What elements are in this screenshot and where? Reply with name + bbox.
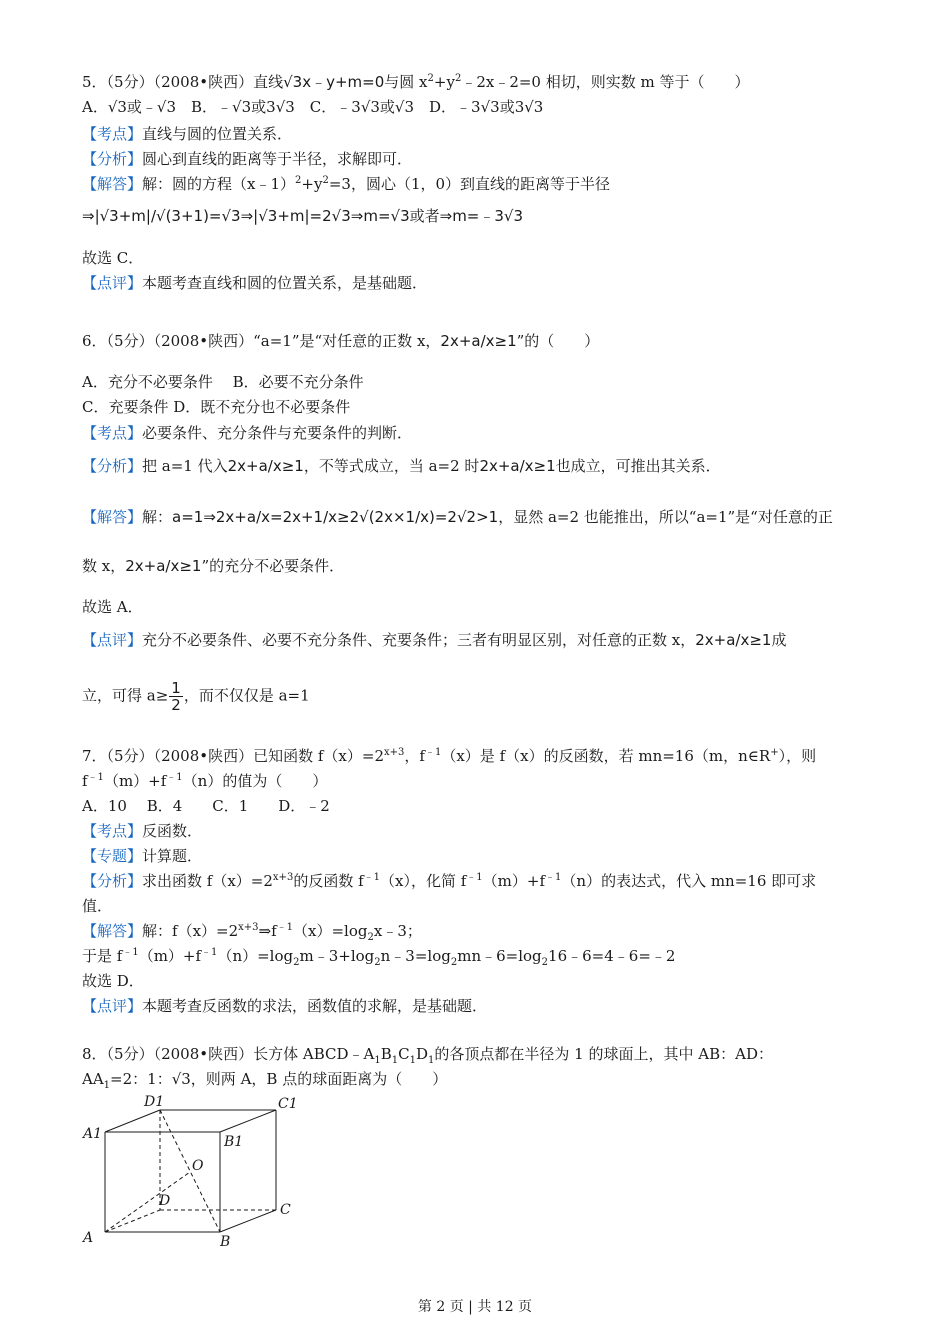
q6-jieda-text-c: 数 x， <box>82 557 126 575</box>
q8-stem-2: $AA_1=2$：1：√3，则两 A，B 点的球面距离为（ ） <box>82 1070 448 1091</box>
q7-fenxi-text-d: （m）+f <box>482 872 546 890</box>
q7-fenxi-text-b: 的反函数 f <box>293 872 364 890</box>
q7-dianping-text: 本题考查反函数的求法，函数值的求解，是基础题． <box>142 997 488 1015</box>
q7-yushi-text-d: m﹣3+log <box>299 947 375 965</box>
q6-dianping-inequality: 2x+a/x≥1 <box>695 631 772 649</box>
q8-stem2-text-b: =2：1：√3，则两 A，B 点的球面距离为（ ） <box>110 1070 448 1088</box>
q7-stem2-text-b: （n）的值为（ ） <box>182 772 328 790</box>
q8-stem-text-b: 的各顶点都在半径为 1 的球面上，其中 AB：AD： <box>434 1045 773 1063</box>
q5-stem-text-b: 与圆 x <box>384 73 428 91</box>
q6-inequality: 2x+a/x≥1 <box>440 332 517 350</box>
q5-kaodian <box>82 124 868 144</box>
label-d: D <box>159 1193 171 1209</box>
q5-jieda-text-c: =3，圆心（1，0）到直线的距离等于半径 <box>328 175 611 193</box>
q6-fenxi-text-b: ，不等式成立，当 a=2 时 <box>303 457 480 475</box>
q7-yushi-text-a: 于是 f <box>82 947 123 965</box>
label-b1: B1 <box>224 1134 244 1150</box>
label-a: A <box>83 1230 94 1246</box>
q7-stem-2: $f^{﹣1}(m)+f^{﹣1}(n)$的值为（ ） <box>82 772 328 790</box>
q8-stem-text-a: 8．（5分）（2008•陕西）长方体 ABCD﹣A <box>82 1045 375 1063</box>
q7-options: A．10 B．4 C．1 D．﹣2 <box>82 797 330 815</box>
fenxi-tag: 【分析】 <box>82 872 143 890</box>
q5-line-expression: √3x﹣y+m=0 <box>283 73 385 91</box>
jieda-tag: 【解答】 <box>82 922 143 940</box>
q7-stem-text-a: 7．（5分）（2008•陕西）已知函数 f（x）=2 <box>82 747 385 765</box>
q6-stem-text-a: 6．（5分）（2008•陕西）“a=1”是“对任意的正数 x， <box>82 332 441 350</box>
jieda-tag: 【解答】 <box>82 175 143 193</box>
q6-fenxi-inequality-2: 2x+a/x≥1 <box>479 457 556 475</box>
q7-jieda: 【解答】解：$f(x)=2^{x+3}\Rightarrow f^{﹣1}(x)=\log_2x﹣3$； <box>82 922 422 943</box>
q7-stem: 7．（5分）（2008•陕西）已知函数 $f(x)=2^{x+3}$，$f^{﹣1}(x)$是 f（x）的反函数，若 mn=16（m，n∈R+），则 <box>82 747 817 765</box>
q7-fenxi-cont: 值． <box>82 897 113 915</box>
q7-fenxi-text-a: 求出函数 f（x）=2 <box>142 872 273 890</box>
q5-stem-text: 5．（5分）（2008•陕西）直线 <box>82 73 284 91</box>
q7-yushi-text-e: n﹣3=log <box>380 947 451 965</box>
q7-kaodian <box>82 821 868 841</box>
q5-derivation <box>82 206 868 226</box>
q7-stem-text-c: （x）是 f（x）的反函数，若 mn=16（m，n∈R <box>441 747 771 765</box>
q6-options-ab: A．充分不必要条件 B．必要不充分条件 <box>82 373 364 391</box>
q6-guxuan: 故选 A． <box>82 598 143 616</box>
label-a1: A1 <box>83 1126 103 1142</box>
q6-fenxi-text-c: 也成立，可推出其关系． <box>555 457 721 475</box>
label-d1: D1 <box>144 1094 165 1110</box>
q7-jieda-text-a: 解：f（x）=2 <box>142 922 239 940</box>
q6-stem-text-b: ”的（ ） <box>516 332 600 350</box>
q6-kaodian <box>82 423 868 443</box>
q5-kaodian-text: 直线与圆的位置关系． <box>142 125 293 143</box>
fraction-one-half: $\frac{1}{2}$ <box>171 679 181 714</box>
label-b: B <box>220 1234 231 1250</box>
q5-stem-text-d: ﹣2x﹣2=0 相切，则实数 m 等于（ ） <box>461 73 750 91</box>
label-o: O <box>192 1158 204 1174</box>
q7-fenxi: 【分析】求出函数 $f(x)=2^{x+3}$的反函数 $f^{﹣1}(x)$，化简 $f^{﹣1}(m)+f^{﹣1}(n)$的表达式，代入 mn=16 即可求 <box>82 872 817 890</box>
q5-dianping-text: 本题考查直线和圆的位置关系，是基础题． <box>142 274 428 292</box>
q6-fenxi-inequality-1: 2x+a/x≥1 <box>227 457 304 475</box>
q7-guxuan: 故选 D． <box>82 972 144 990</box>
cuboid-diagram <box>80 1090 300 1250</box>
q6-dianping-cont <box>82 680 868 713</box>
q6-jieda <box>82 507 868 527</box>
q5-jieda-text-b: +y <box>301 175 323 193</box>
q7-yushi-text-g: 16﹣6=4﹣6=﹣2 <box>548 947 676 965</box>
q7-jieda-text-c: （x）=log <box>293 922 368 940</box>
q5-fenxi <box>82 149 868 169</box>
q8-stem2-text-a: AA <box>82 1070 104 1088</box>
q7-fenxi-text-c: （x），化简 f <box>380 872 467 890</box>
cuboid-figure <box>80 1090 300 1250</box>
q7-zhuanti-text: 计算题． <box>142 847 203 865</box>
q6-fenxi <box>82 456 868 476</box>
q6-options-cd: C．充要条件 D．既不充分也不必要条件 <box>82 398 351 416</box>
q7-yushi-text-c: （n）=log <box>217 947 294 965</box>
q6-dianping <box>82 630 868 650</box>
q6-jieda-text-d: ”的充分不必要条件． <box>201 557 345 575</box>
q5-fenxi-text: 圆心到直线的距离等于半径，求解即可． <box>142 150 413 168</box>
fenxi-tag: 【分析】 <box>82 150 143 168</box>
q6-jieda-text-b: ，显然 a=2 也能推出，所以“a=1”是“对任意的正 <box>498 508 833 526</box>
q5-derivation-formula: ⇒|√3+m|/√(3+1)=√3⇒|√3+m|=2√3⇒m=√3或者⇒m=﹣3√3 <box>82 207 524 225</box>
q5-stem-text-c: +y <box>433 73 455 91</box>
q5-dianping <box>82 273 868 293</box>
q7-fenxi-text-e: （n）的表达式，代入 mn=16 即可求 <box>561 872 817 890</box>
q6-dianping-text-a: 充分不必要条件、必要不充分条件、充要条件；三者有明显区别，对任意的正数 x， <box>142 631 696 649</box>
label-c1: C1 <box>278 1096 298 1112</box>
q7-zhuanti <box>82 846 868 866</box>
q7-yushi: 于是 $f^{﹣1}(m)+f^{﹣1}(n)=\log_2m﹣3+\log_2n﹣3=\log_2mn﹣6=\log_216﹣6=4﹣6=﹣2$ <box>82 947 676 968</box>
q7-stem-text-b: ，f <box>404 747 425 765</box>
q5-guxuan: 故选 C． <box>82 249 144 267</box>
kaodian-tag: 【考点】 <box>82 424 143 442</box>
kaodian-tag: 【考点】 <box>82 125 143 143</box>
q6-dianping-text-d: ，而不仅仅是 a=1 <box>183 686 310 705</box>
q6-fenxi-text-a: 把 a=1 代入 <box>142 457 228 475</box>
jieda-tag: 【解答】 <box>82 508 143 526</box>
q7-yushi-text-b: （m）+f <box>138 947 202 965</box>
label-c: C <box>280 1202 291 1218</box>
dianping-tag: 【点评】 <box>82 997 143 1015</box>
q7-jieda-text-d: x﹣3； <box>373 922 422 940</box>
q7-kaodian-text: 反函数． <box>142 822 203 840</box>
q6-dianping-text-b: 成 <box>771 631 787 649</box>
q8-stem: 8．（5分）（2008•陕西）长方体 $ABCD﹣A_1B_1C_1D_1$的各顶点都在半径为 1 的球面上，其中 AB：AD： <box>82 1045 773 1066</box>
q7-stem2-text-a: （m）+f <box>103 772 167 790</box>
q6-jieda-cont <box>82 556 868 576</box>
dianping-tag: 【点评】 <box>82 274 143 292</box>
q6-stem <box>82 331 868 351</box>
q7-dianping <box>82 996 868 1016</box>
zhuanti-tag: 【专题】 <box>82 847 143 865</box>
q5-jieda: 【解答】解：圆的方程$(x﹣1)^2+y^2=3$，圆心（1，0）到直线的距离等于半径 <box>82 175 611 193</box>
q6-kaodian-text: 必要条件、充分条件与充要条件的判断． <box>142 424 413 442</box>
q5-jieda-text-a: 解：圆的方程（x﹣1） <box>142 175 296 193</box>
q5-options: A．√3或﹣√3 B．﹣√3或3√3 C．﹣3√3或√3 D．﹣3√3或3√3 <box>82 98 544 116</box>
page-footer: 第 2 页 | 共 12 页 <box>417 1299 533 1315</box>
q7-jieda-text-b: ⇒f <box>258 922 277 940</box>
q7-stem-text-d: ），则 <box>778 747 817 765</box>
dianping-tag: 【点评】 <box>82 631 143 649</box>
q7-yushi-text-f: mn﹣6=log <box>457 947 542 965</box>
q6-dianping-text-c: 立，可得 a≥ <box>82 686 169 705</box>
q5-stem: 5．（5分）（2008•陕西）直线√3x﹣y+m=0与圆 $x^2+y^2﹣2x﹣2=0$ 相切，则实数 m 等于（ ） <box>82 73 750 91</box>
fenxi-tag: 【分析】 <box>82 457 143 475</box>
kaodian-tag: 【考点】 <box>82 822 143 840</box>
q6-jieda-inequality: 2x+a/x≥1 <box>125 557 202 575</box>
q6-jieda-formula: 解：a=1⇒2x+a/x=2x+1/x≥2√(2x×1/x)=2√2>1 <box>142 508 499 526</box>
